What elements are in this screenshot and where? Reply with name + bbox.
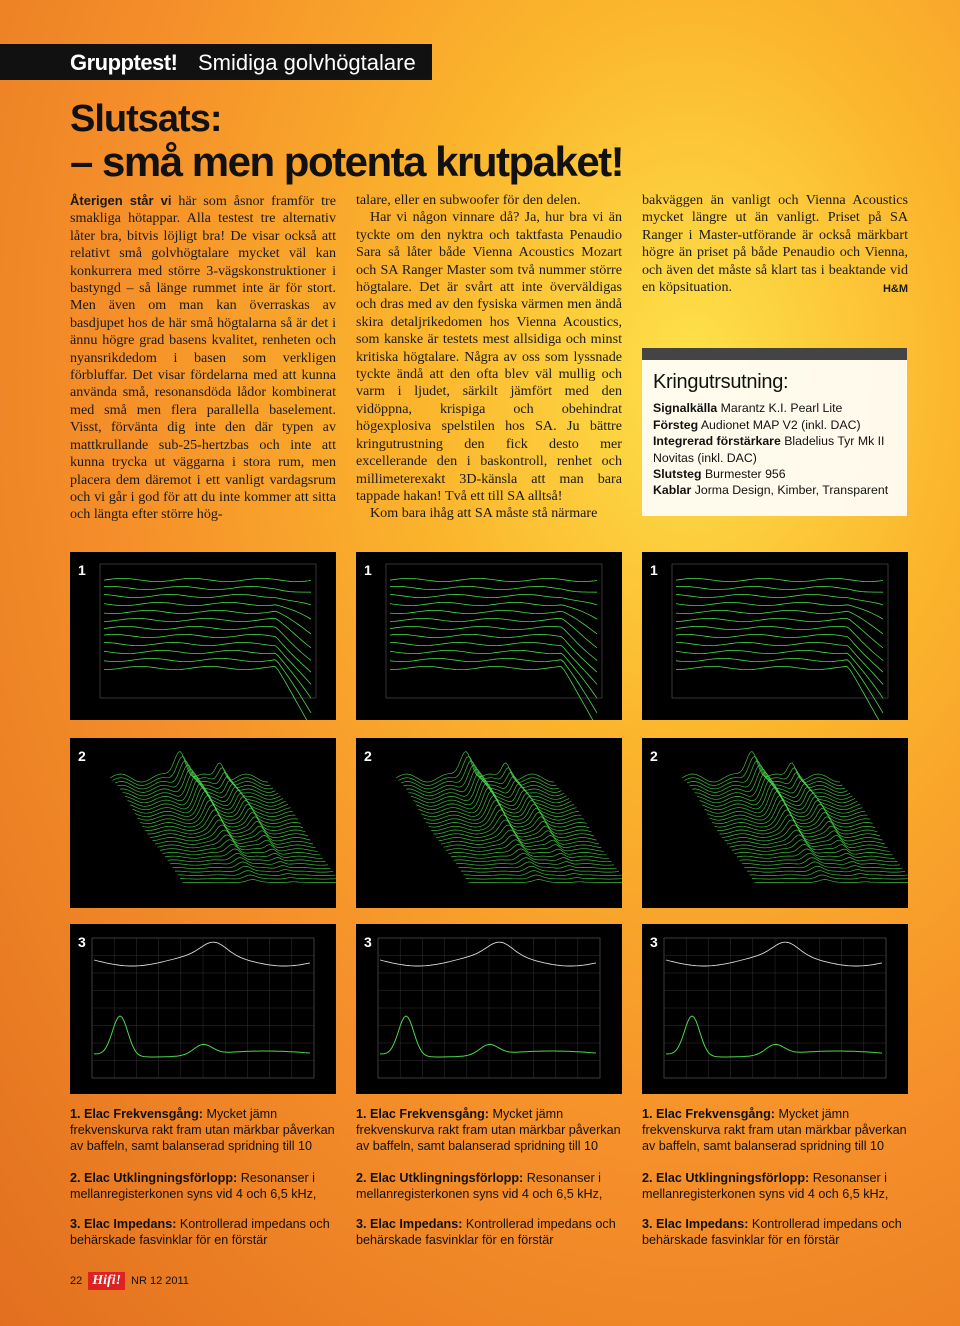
caption-graph2: 2. Elac Utklingningsförlopp: Resonanser i mellanregisterkonen syns vid 4 och 6,5 kHz, — [70, 1171, 317, 1201]
section-header-bar — [0, 44, 432, 80]
impedance-plot — [642, 924, 908, 1094]
waterfall-plot — [642, 738, 908, 908]
caption-graph2: 2. Elac Utklingningsförlopp: Resonanser i mellanregisterkonen syns vid 4 och 6,5 kHz, — [356, 1171, 603, 1201]
section-header-light: Smidiga golvhögtalare — [198, 50, 416, 75]
headline-line1: Slutsats: — [70, 98, 222, 140]
frequency-response-plot — [642, 552, 908, 720]
page-number: 22 — [70, 1275, 83, 1287]
impedance-graph: 3 — [356, 924, 622, 1094]
text-column-2 — [356, 192, 622, 523]
issue-number: NR 12 2011 — [131, 1275, 189, 1287]
equipment-row: Försteg Audionet MAP V2 (inkl. DAC) — [653, 417, 861, 432]
impedance-graph: 3 — [642, 924, 908, 1094]
author-signature: H&M — [882, 283, 908, 296]
column2-p1: talare, eller en subwoofer för den delen. — [356, 192, 581, 208]
column3-text: bakväggen än vanligt och Vienna Acoustics mycket längre ut än vanligt. Priset på SA Ranger i Master-utförande är också märkbart högre än priset på både Penaudio och Vienna, och även det måste så klart tas i beaktande vid en köpsituation. — [642, 192, 908, 296]
impedance-graph: 3 — [70, 924, 336, 1094]
equipment-row: Integrerad förstärkare Bladelius Tyr Mk II Novitas (inkl. DAC) — [653, 434, 885, 465]
equipment-row: Kablar Jorma Design, Kimber, Transparent — [653, 483, 889, 498]
caption-graph1: 1. Elac Frekvensgång: Mycket jämn frekvenskurva rakt fram utan märkbar påverkan av baffeln, samt balanserad spridning till 10 — [70, 1107, 335, 1153]
equipment-title: Kringutrsutning: — [653, 371, 789, 393]
waterfall-plot — [356, 738, 622, 908]
waterfall-graph: 2 — [642, 738, 908, 908]
waterfall-graph: 2 — [356, 738, 622, 908]
magazine-logo: Hifi! — [88, 1272, 125, 1290]
lead-in: Återigen står vi — [70, 193, 172, 208]
frequency-response-graph: 1 — [642, 552, 908, 720]
text-column-1 — [70, 192, 336, 524]
caption-graph1: 1. Elac Frekvensgång: Mycket jämn frekvenskurva rakt fram utan märkbar påverkan av baffeln, samt balanserad spridning till 10 — [356, 1107, 621, 1153]
column1-text: här som åsnor framför tre smakliga hötappar. Alla testest tre alternativ låter bra, bitvis löjligt bra! De visar också att relativt små golvhögtalare mycket väl kan konkurrera med större 3-vägskonstruktioner i bastyngd – så länge rummet inte är för stort. Men även om man kan överraskas av basdjupet hos de här små högtalarna så är det i ännu högre grad basens kvalitet, renheten och nyansrikdedom i basen som verkligen förbluffar. Det visar fördelarna med att kunna använda små, resonansdöda lådor kombinerat med små men flera parallella baselement. Visst, förvänta dig inte den där typen av mattkrullande sub-25-hertzbas och inte att kunna trycka ut väggarna i stora rum, men placera dem däremot i ett vanligt vardagsrum och vi går i god för att du inte kommer att sitta och längta efter större hög- — [70, 193, 337, 523]
frequency-response-graph: 1 — [70, 552, 336, 720]
frequency-response-plot — [356, 552, 622, 720]
waterfall-graph: 2 — [70, 738, 336, 908]
caption-graph2: 2. Elac Utklingningsförlopp: Resonanser i mellanregisterkonen syns vid 4 och 6,5 kHz, — [642, 1171, 889, 1201]
column2-p3: Kom bara ihåg att SA måste stå närmare — [370, 505, 598, 522]
caption-graph3: 3. Elac Impedans: Kontrollerad impedans och behärskade fasvinklar för en förstär — [642, 1217, 902, 1247]
caption-graph1: 1. Elac Frekvensgång: Mycket jämn frekvenskurva rakt fram utan märkbar påverkan av baffeln, samt balanserad spridning till 10 — [642, 1107, 907, 1153]
equipment-row: Signalkälla Marantz K.I. Pearl Lite — [653, 401, 843, 416]
headline-line2: – små men potenta krutpaket! — [70, 138, 624, 185]
text-column-3 — [642, 192, 908, 298]
caption-graph3: 3. Elac Impedans: Kontrollerad impedans och behärskade fasvinklar för en förstär — [356, 1217, 616, 1247]
frequency-response-graph: 1 — [356, 552, 622, 720]
impedance-plot — [70, 924, 336, 1094]
equipment-row: Slutsteg Burmester 956 — [653, 467, 786, 482]
caption-graph3: 3. Elac Impedans: Kontrollerad impedans och behärskade fasvinklar för en förstär — [70, 1217, 330, 1247]
frequency-response-plot — [70, 552, 336, 720]
page-footer — [70, 1272, 189, 1290]
impedance-plot — [356, 924, 622, 1094]
section-header-bold: Grupptest! — [70, 50, 178, 75]
equipment-box — [642, 348, 907, 516]
waterfall-plot — [70, 738, 336, 908]
column2-p2: Har vi någon vinnare då? Ja, hur bra vi än tyckte om den nyktra och taktfasta Penaudio Sara så låter både Vienna Acoustics Mozart och SA Ranger Master som två nummer större högtalare. Det är svårt att inte överväldigas och dras med av den fysiska värmen men ändå skira detaljrikedomen hos Vienna Acoustics, som kanske är testets mest allsidiga och minst kritiska högtalare. Några av oss som lyssnade tyckte ändå att den ofta blev väl mullig och varm i ljudet, särkilt jämfört med den vidöppna, krispiga och obehindrat högexplosiva spelstilen hos SA. Ju bättre kringutrustning den fick desto mer excellerande den i baskontroll, renhet och millimeterexakt 3D-känsla att man bara tappade hakan! Två ett till SA alltså! — [356, 209, 622, 504]
